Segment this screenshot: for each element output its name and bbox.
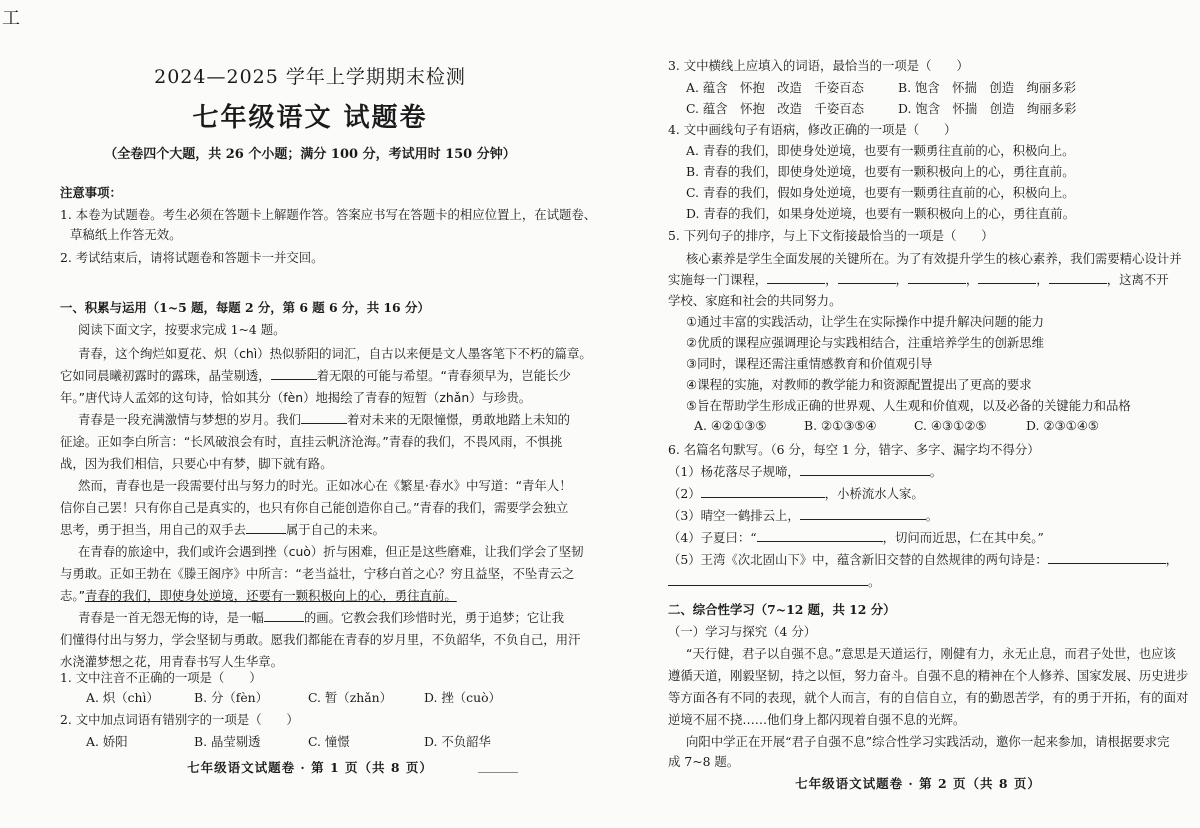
q5-text-c: 学校、家庭和社会的共同努力。 — [668, 293, 842, 308]
footer-dash — [478, 772, 518, 773]
essay-line-4: 逆境不屈不挠……他们身上都闪现着自强不息的光辉。 — [668, 712, 966, 727]
q3-option-d[interactable]: D. 饱含 怀揣 创造 绚丽多彩 — [898, 101, 1077, 116]
underlined-sentence: 青春的我们，即使身处逆境，还要有一颗积极向上的心，勇往直前。 — [85, 588, 457, 603]
blank-3 — [246, 520, 286, 534]
para5-line3: 水浇灌梦想之花，用青春书写人生华章。 — [60, 654, 284, 669]
q1-option-c[interactable]: C. 暂（zhǎn） — [308, 690, 392, 705]
q2-option-a[interactable]: A. 娇阳 — [86, 734, 128, 749]
corner-mark: 工 — [2, 8, 20, 29]
essay-line-1: “天行健，君子以自强不息。”意思是天道运行，刚健有力，永无止息，而君子处世，也应该 — [686, 646, 1176, 661]
q5-text-b: 实施每一门课程， ， ， ， ， ，这离不开 — [668, 272, 1169, 287]
subsection-heading: （一）学习与探究（4 分） — [668, 624, 817, 639]
exam-scope: （全卷四个大题，共 26 个小题；满分 100 分，考试用时 150 分钟） — [104, 147, 516, 162]
para3-line3-a: 思考，勇于担当，用自己的双手去 — [60, 522, 246, 537]
q3-option-b[interactable]: B. 饱含 怀揣 创造 绚丽多彩 — [898, 80, 1077, 95]
q6-blank-5[interactable] — [1048, 550, 1166, 564]
question-5: 5. 下列句子的排序，与上下文衔接最恰当的一项是（ ） — [668, 228, 994, 243]
question-2: 2. 文中加点词语有错别字的一项是（ ） — [60, 712, 299, 727]
notice-1b: 草稿纸上作答无效。 — [70, 227, 182, 242]
task-line-1: 向阳中学正在开展“君子自强不息”综合性学习实践活动，邀你一起来参加，请根据要求完 — [686, 734, 1170, 749]
q6-line-1 — [668, 462, 1168, 482]
para5-line1-a: 青春是一首无怨无悔的诗，是一幅 — [78, 610, 264, 625]
exam-title: 2024—2025 学年上学期期末检测 — [154, 66, 466, 88]
q4-option-b[interactable]: B. 青春的我们，即使身处逆境，也要有一颗积极向上的心，勇往直前。 — [686, 164, 1075, 179]
q6-line-5 — [668, 550, 1178, 570]
para1-line3: 年。”唐代诗人孟郊的这句诗，恰如其分（fèn）地揭绘了青春的短暂（zhǎn）与珍贵。 — [60, 390, 532, 405]
q5-blank-3 — [908, 270, 966, 284]
para1-line2 — [60, 366, 571, 386]
q6-blank-6[interactable] — [668, 572, 868, 586]
q5-option-d[interactable]: D. ②③①④⑤ — [1026, 418, 1099, 433]
q6-line-3-a: （3）晴空一鹤排云上， — [668, 508, 800, 523]
question-4: 4. 文中画线句子有语病，修改正确的一项是（ ） — [668, 122, 957, 137]
para3-line3-b: 属于自己的未来。 — [285, 522, 385, 537]
para4-line3 — [60, 586, 560, 606]
q1-option-d[interactable]: D. 挫（cuò） — [424, 690, 501, 705]
q5-blank-2 — [838, 270, 896, 284]
para2-line2: 征途。正如李白所言：“长风破浪会有时，直挂云帆济沧海。”青春的我们，不畏风雨，不惧挑 — [60, 434, 563, 449]
q6-line-4-b: ，切问而近思，仁在其中矣。” — [882, 530, 1044, 545]
q5-option-b[interactable]: B. ②①③⑤④ — [804, 418, 877, 433]
reading-intro: 阅读下面文字，按要求完成 1~4 题。 — [78, 322, 286, 337]
q6-line-3-b: 。 — [925, 508, 939, 523]
q6-line-5-a: （5）王湾《次北固山下》中，蕴含新旧交替的自然规律的两句诗是： — [668, 552, 1048, 567]
q6-line-2-a: （2） — [668, 486, 701, 501]
q5-text-a: 核心素养是学生全面发展的关键所在。为了有效提升学生的核心素养，我们需要精心设计并 — [686, 251, 1182, 266]
para5-line2: 们懂得付出与努力，学会坚韧与勇敢。愿我们都能在青春的岁月里，不负韶华，不负自己，用汗 — [60, 632, 581, 647]
q6-blank-1[interactable] — [800, 462, 930, 476]
q3-option-c[interactable]: C. 蕴含 怀抱 改造 千姿百态 — [686, 101, 864, 116]
blank-2 — [301, 410, 347, 424]
q5-blank-1 — [767, 270, 825, 284]
para1-line1: 青春，这个绚烂如夏花、炽（chì）热似骄阳的词汇，自古以来便是文人墨客笔下不朽的篇章。 — [78, 346, 592, 361]
paper-title: 七年级语文 试题卷 — [192, 103, 428, 133]
q6-line-1-a: （1）杨花落尽子规啼， — [668, 464, 800, 479]
blank-1 — [271, 366, 317, 380]
q4-option-c[interactable]: C. 青春的我们，假如身处逆境，也要有一颗勇往直前的心，积极向上。 — [686, 185, 1075, 200]
page-1-footer: 七年级语文试题卷 · 第 1 页（共 8 页） — [187, 760, 433, 775]
q5-blank-4 — [978, 270, 1036, 284]
q1-option-b[interactable]: B. 分（fèn） — [194, 690, 269, 705]
q6-line-5-b: ， — [1165, 552, 1178, 567]
q3-option-a[interactable]: A. 蕴含 怀抱 改造 千姿百态 — [686, 80, 864, 95]
para3-line3 — [60, 520, 560, 540]
q6-line-1-b: 。 — [929, 464, 943, 479]
para5-line1 — [78, 608, 578, 628]
para4-line3-a: 志。” — [60, 588, 86, 603]
q5-option-c[interactable]: C. ④③①②⑤ — [914, 418, 987, 433]
para2-line1-b: 着对未来的无限憧憬，勇敢地踏上未知的 — [347, 412, 571, 427]
para2-line1-a: 青春是一段充满激情与梦想的岁月。我们 — [78, 412, 302, 427]
q6-line-4-a: （4）子夏曰：“ — [668, 530, 757, 545]
q6-line-2 — [668, 484, 1168, 504]
para5-line1-b: 的画。它教会我们珍惜时光，勇于追梦；它让我 — [303, 610, 565, 625]
para1-line2-b: 着无限的可能与希望。“青春须早为，岂能长少 — [316, 368, 571, 383]
q6-line-5-cont: 。 — [668, 572, 1168, 592]
q5-text-b2: ，这离不开 — [1106, 272, 1169, 287]
para3-line2: 信你自己罢！只有你自己是真实的，也只有你自己能创造你自己。”青春的我们，需要学会独立 — [60, 500, 569, 515]
q6-line-3 — [668, 506, 1168, 526]
essay-line-2: 遵循天道，刚毅坚韧，持之以恒，努力奋斗。自强不息的精神在个人修养、国家发展、历史进步 — [668, 668, 1189, 683]
blank-4 — [264, 608, 304, 622]
q6-line-2-b: ，小桥流水人家。 — [824, 486, 924, 501]
section-1-heading: 一、积累与运用（1~5 题，每题 2 分，第 6 题 6 分，共 16 分） — [60, 300, 430, 315]
para4-line1: 在青春的旅途中，我们或许会遇到挫（cuò）折与困难，但正是这些磨难，让我们学会了坚韧 — [78, 544, 584, 559]
section-2-heading: 二、综合性学习（7~12 题，共 12 分） — [668, 602, 896, 617]
q6-line-4 — [668, 528, 1168, 548]
q5-blank-5 — [1049, 270, 1107, 284]
notice-1a: 1. 本卷为试题卷。考生必须在答题卡上解题作答。答案应书写在答题卡的相应位置上，在试题卷、 — [60, 207, 597, 222]
para2-line1 — [78, 410, 578, 430]
notice-heading: 注意事项： — [60, 185, 122, 200]
q6-blank-3[interactable] — [800, 506, 926, 520]
q5-item-2: ②优质的课程应强调理论与实践相结合，注重培养学生的创新思维 — [686, 335, 1045, 350]
question-3: 3. 文中横线上应填入的词语，最恰当的一项是（ ） — [668, 58, 969, 73]
task-line-2: 成 7~8 题。 — [668, 754, 740, 769]
question-1: 1. 文中注音不正确的一项是（ ） — [60, 670, 262, 685]
q2-option-c[interactable]: C. 憧憬 — [308, 734, 350, 749]
q2-option-b[interactable]: B. 晶莹剔透 — [194, 734, 261, 749]
notice-2: 2. 考试结束后，请将试题卷和答题卡一并交回。 — [60, 250, 324, 265]
para4-line2: 与勇敢。正如王勃在《滕王阁序》中所言：“老当益壮，宁移白首之心？穷且益坚，不坠青云之 — [60, 566, 575, 581]
q2-option-d[interactable]: D. 不负韶华 — [424, 734, 491, 749]
q6-blank-4[interactable] — [757, 528, 883, 542]
q5-item-1: ①通过丰富的实践活动，让学生在实际操作中提升解决问题的能力 — [686, 314, 1045, 329]
question-6: 6. 名篇名句默写。（6 分，每空 1 分，错字、多字、漏字均不得分） — [668, 442, 1040, 457]
essay-line-3: 等方面各有不同的表现，就个人而言，有的自信自立，有的勤恩苦学，有的勇于开拓，有的面对 — [668, 690, 1189, 705]
para1-line2-a: 它如同晨曦初露时的露珠，晶莹剔透， — [60, 368, 271, 383]
q5-item-5: ⑤旨在帮助学生形成正确的世界观、人生观和价值观，以及必备的关键能力和品格 — [686, 398, 1131, 413]
q4-option-d[interactable]: D. 青春的我们，如果身处逆境，也要有一颗积极向上的心，勇往直前。 — [686, 206, 1076, 221]
para2-line3: 战，因为我们相信，只要心中有梦，脚下就有路。 — [60, 456, 333, 471]
q5-item-3: ③同时，课程还需注重情感教育和价值观引导 — [686, 356, 933, 371]
q1-option-a[interactable]: A. 炽（chì） — [86, 690, 159, 705]
q4-option-a[interactable]: A. 青春的我们，即使身处逆境，也要有一颗勇往直前的心，积极向上。 — [686, 143, 1075, 158]
q5-option-a[interactable]: A. ④②①③⑤ — [694, 418, 767, 433]
q5-text-b1: 实施每一门课程， — [668, 272, 768, 287]
page-2-footer: 七年级语文试题卷 · 第 2 页（共 8 页） — [795, 776, 1041, 791]
q6-blank-2[interactable] — [701, 484, 825, 498]
para3-line1: 然而，青春也是一段需要付出与努力的时光。正如冰心在《繁星·春水》中写道：“青年人！ — [78, 478, 572, 493]
q5-item-4: ④课程的实施，对教师的教学能力和资源配置提出了更高的要求 — [686, 377, 1032, 392]
